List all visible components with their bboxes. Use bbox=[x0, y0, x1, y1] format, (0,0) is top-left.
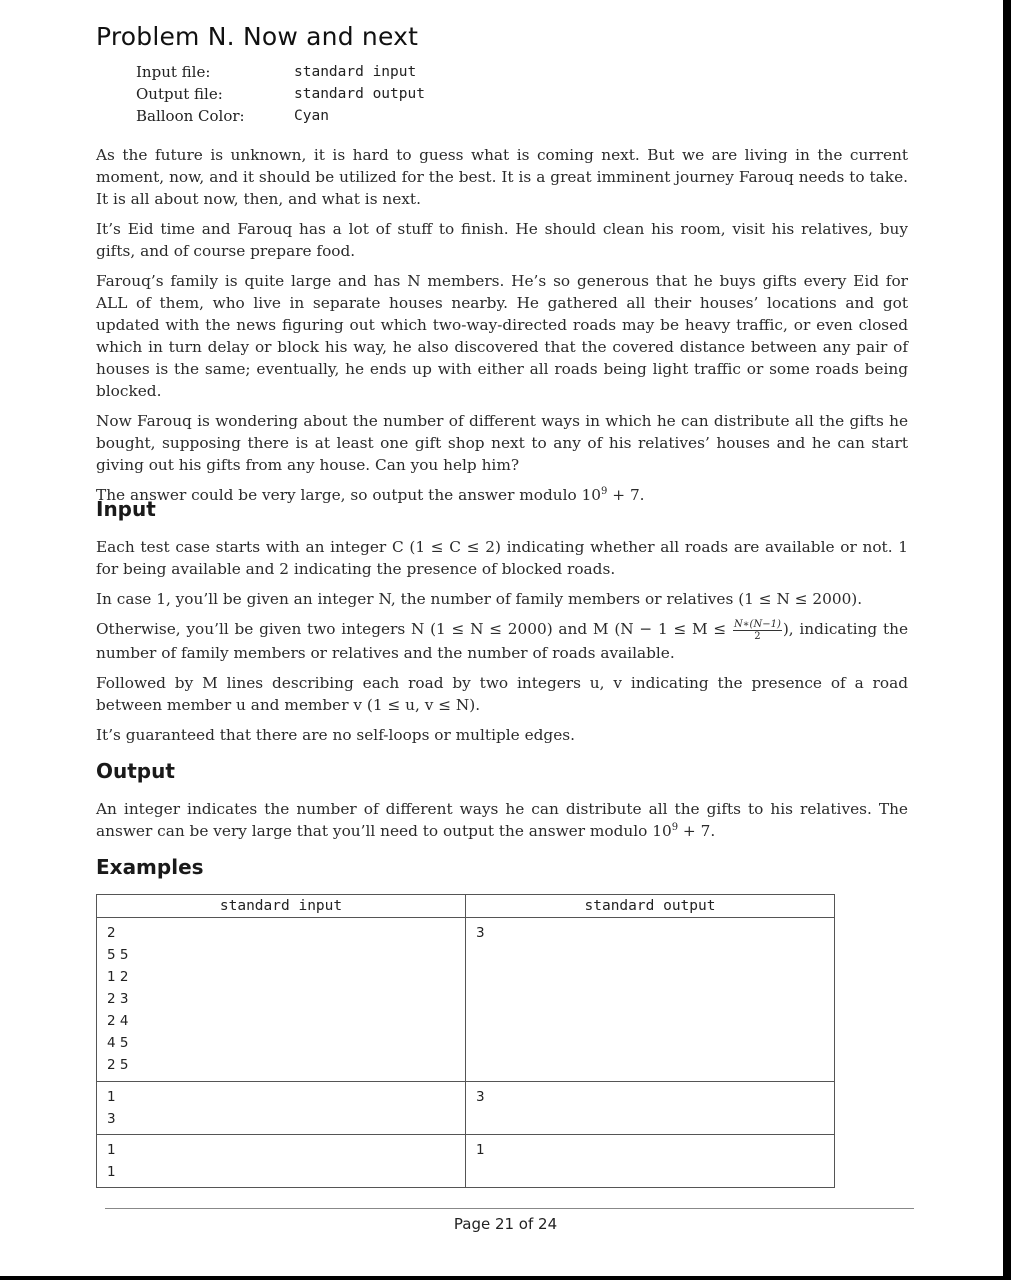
example-row bbox=[97, 1082, 835, 1135]
input-line: 5 5 bbox=[107, 947, 129, 963]
examples-header-row bbox=[97, 895, 835, 918]
page-number: Page 21 of 24 bbox=[453, 1215, 558, 1233]
meta-value: standard input bbox=[294, 64, 417, 80]
input-line: 1 bbox=[107, 1164, 116, 1180]
input-line: 1 bbox=[107, 1142, 116, 1158]
statement-modulo-text: The answer could be very large, so output the answer modulo 10 bbox=[96, 486, 602, 504]
fraction bbox=[733, 619, 782, 642]
problem-meta bbox=[136, 61, 425, 127]
meta-label: Input file: bbox=[136, 63, 211, 81]
example-output-cell bbox=[466, 1135, 835, 1188]
output-heading: Output bbox=[96, 759, 175, 783]
input-line: 2 3 bbox=[107, 991, 129, 1007]
meta-label: Balloon Color: bbox=[136, 107, 245, 125]
examples-heading: Examples bbox=[96, 855, 204, 879]
meta-value: Cyan bbox=[294, 108, 329, 124]
modulo-tail: + 7. bbox=[678, 822, 716, 840]
input-heading: Input bbox=[96, 497, 156, 521]
output-paragraph bbox=[96, 798, 908, 842]
example-row bbox=[97, 1135, 835, 1188]
modulo-tail: + 7. bbox=[607, 486, 645, 504]
input-paragraph-constraints bbox=[96, 618, 908, 664]
example-input-cell bbox=[97, 918, 466, 1082]
input-line: 1 2 bbox=[107, 969, 129, 985]
examples-table bbox=[96, 894, 835, 1188]
output-description bbox=[96, 798, 908, 842]
statement-paragraph: Now Farouq is wondering about the number of different ways in which he can distribute all the gifts he bought, supposing there is at least one gift shop next to any of his relatives’ houses and he can start giving out his gifts from any house. Can you help him? bbox=[96, 412, 908, 474]
input-paragraph: It’s guaranteed that there are no self-loops or multiple edges. bbox=[96, 725, 575, 744]
column-header-input: standard input bbox=[97, 895, 466, 918]
column-header-output: standard output bbox=[466, 895, 835, 918]
output-line: 3 bbox=[476, 925, 485, 941]
statement-paragraph: It’s Eid time and Farouq has a lot of stuff to finish. He should clean his room, visit his relatives, buy gifts, and of course prepare food. bbox=[96, 220, 908, 260]
input-paragraph: Each test case starts with an integer C (1 ≤ C ≤ 2) indicating whether all roads are available or not. 1 for being available and 2 indicating the presence of blocked roads. bbox=[96, 538, 908, 578]
meta-row-input-file bbox=[136, 61, 425, 83]
example-input-cell bbox=[97, 1135, 466, 1188]
statement-paragraph: As the future is unknown, it is hard to guess what is coming next. But we are living in the current moment, now, and it should be utilized for the best. It is a great imminent journey Farouq needs to take. It is all about now, then, and what is next. bbox=[96, 146, 908, 208]
meta-value: standard output bbox=[294, 86, 425, 102]
output-line: 3 bbox=[476, 1089, 485, 1105]
input-line: 1 bbox=[107, 1089, 116, 1105]
input-line: 2 4 bbox=[107, 1013, 129, 1029]
modulo-exponent: 9 bbox=[671, 821, 679, 833]
input-description bbox=[96, 536, 908, 746]
constraint-text-tail: ), indicating the number of family members or relatives and the number of roads available. bbox=[96, 620, 909, 662]
example-input-cell bbox=[97, 1082, 466, 1135]
meta-row-balloon-color bbox=[136, 105, 425, 127]
fraction-denominator: 2 bbox=[754, 630, 761, 642]
input-paragraph: In case 1, you’ll be given an integer N, the number of family members or relatives (1 ≤ N ≤ 2000). bbox=[96, 590, 863, 608]
fraction-numerator: N∗(N−1) bbox=[734, 618, 781, 630]
constraint-text: Otherwise, you’ll be given two integers N (1 ≤ N ≤ 2000) and M (N − 1 ≤ M ≤ bbox=[96, 620, 732, 638]
problem-title: Problem N. Now and next bbox=[96, 22, 419, 51]
example-output-cell bbox=[466, 918, 835, 1082]
input-line: 3 bbox=[107, 1111, 116, 1127]
output-text: An integer indicates the number of different ways he can distribute all the gifts to his relatives. The answer can be very large that you’ll need to output the answer modulo 10 bbox=[96, 800, 908, 840]
input-line: 4 5 bbox=[107, 1035, 129, 1051]
input-line: 2 bbox=[107, 925, 116, 941]
meta-label: Output file: bbox=[136, 85, 223, 103]
problem-statement bbox=[96, 144, 908, 506]
example-row bbox=[97, 918, 835, 1082]
example-output-cell bbox=[466, 1082, 835, 1135]
meta-row-output-file bbox=[136, 83, 425, 105]
modulo-exponent: 9 bbox=[601, 485, 608, 497]
statement-paragraph: Farouq’s family is quite large and has N members. He’s so generous that he buys gifts every Eid for ALL of them, who live in separate houses nearby. He gathered all their houses’ locations and got updated with the news figuring out which two-way-directed roads may be heavy traffic, or even closed which in turn delay or block his way, he also discovered that the covered distance between any pair of houses is the same; eventually, he ends up with either all roads being light traffic or some roads being blocked. bbox=[96, 272, 908, 400]
input-paragraph: Followed by M lines describing each road by two integers u, v indicating the presence of a road between member u and member v (1 ≤ u, v ≤ N). bbox=[96, 673, 908, 714]
statement-modulo-paragraph bbox=[96, 484, 908, 506]
input-line: 2 5 bbox=[107, 1057, 129, 1073]
footer-divider bbox=[105, 1208, 914, 1209]
output-line: 1 bbox=[476, 1142, 485, 1158]
